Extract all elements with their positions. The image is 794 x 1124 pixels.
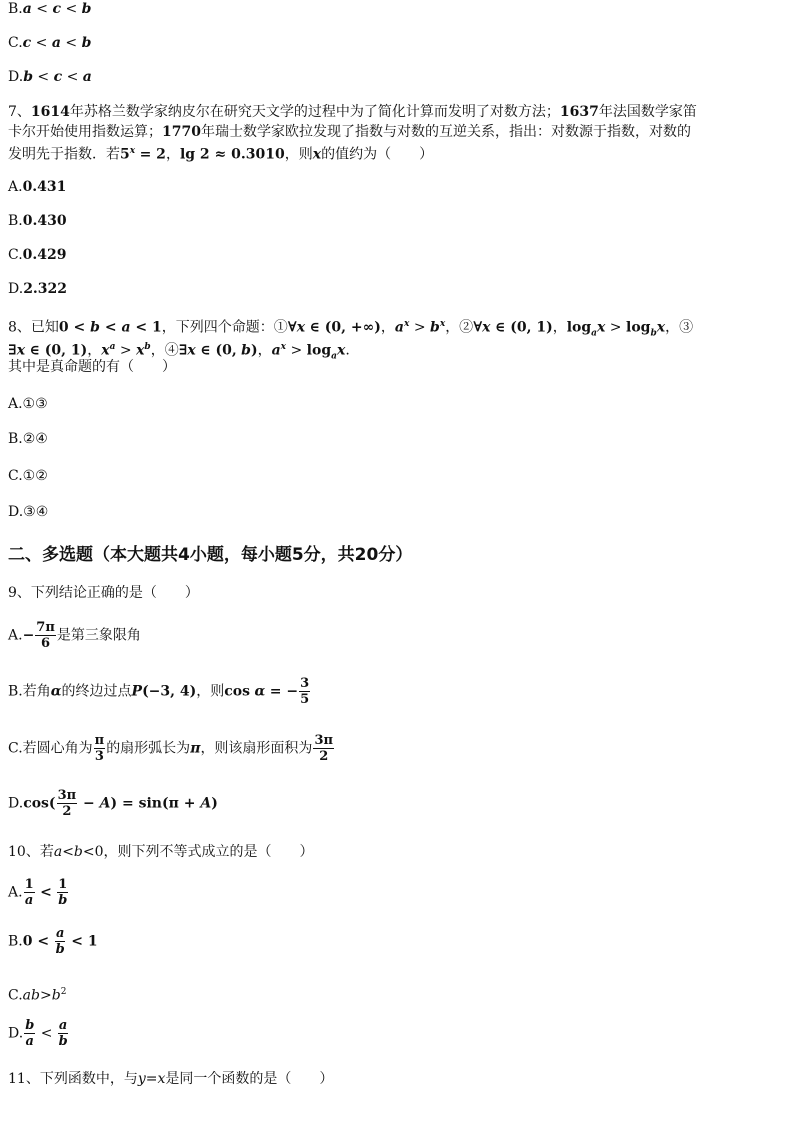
q8-option-d: D.③④ [8,504,49,520]
q11-stem: 11、下列函数中，与y=x是同一个函数的是（ ） [8,1071,334,1087]
q7-option-a: A.0.431 [8,179,67,195]
q9-option-c: C.若圆心角为 $\frac{\pi}{3}$ 的扇形弧长为π，则该扇形面积为 $\frac{3\pi}{2}$ [8,733,333,764]
q10-stem: 10、若a<b<0，则下列不等式成立的是（ ） [8,844,314,860]
q8-option-c: C.①② [8,468,48,484]
q10-option-b: B.0 < $\frac{a}{b}$ < 1 [8,926,98,957]
section-heading-multi-choice: 二、多选题（本大题共4小题，每小题5分，共20分） [8,545,413,565]
q7-option-b: B.0.430 [8,213,67,229]
q6-option-b: B.a < c < b [8,1,92,17]
q6-option-d: D.b < c < a [8,69,92,85]
q9-option-d: D.cos( $\frac{3\pi}{2}$ − A) = sin(π + A) [8,788,218,819]
q10-option-a: A. $\frac{1}{a}$ < $\frac{1}{b}$ [8,877,68,908]
q7-option-d: D.2.322 [8,281,68,297]
q8-stem-line3: 其中是真命题的有（ ） [8,359,176,375]
q7-stem-line3: 发明先于指数．若5$^x$ = 2，lg 2 ≈ 0.3010，则x的值约为（ ） [8,146,434,163]
q10-option-c: $C.ab>b^2$ [8,987,67,1004]
q10-option-d: D. $\frac{b}{a}$ < $\frac{a}{b}$ [8,1018,68,1049]
q9-option-b: B.若角α的终边过点P(−3, 4)，则cos α = − $\frac{3}{5}$ [8,676,310,707]
q6-option-c: C.c < a < b [8,35,92,51]
q8-option-a: A.①③ [8,396,48,412]
q7-option-c: C.0.429 [8,247,67,263]
q8-stem-line2: ∃x ∈ (0, 1)，$x^a > x^b$，④∃x ∈ (0, b)，$a^x > \log_ax$. [8,342,350,362]
q7-stem-line2: 卡尔开始使用指数运算；1770年瑞士数学家欧拉发现了指数与对数的互逆关系，指出：对数源于指数，对数的 [8,124,691,140]
q8-stem-line1: 8、已知0 < b < a < 1，下列四个命题：①∀x ∈ (0, +∞)，$a^x > b^x$，②∀x ∈ (0, 1)，$\log_ax > \log_bx$，③ [8,319,694,339]
q9-stem: 9、下列结论正确的是（ ） [8,585,199,601]
q9-option-a: A.− $\frac{7\pi}{6}$ 是第三象限角 [8,620,141,651]
q7-stem-line1: 7、1614年苏格兰数学家纳皮尔在研究天文学的过程中为了简化计算而发明了对数方法；1637年法国数学家笛 [8,104,697,120]
q8-option-b: B.②④ [8,431,48,447]
